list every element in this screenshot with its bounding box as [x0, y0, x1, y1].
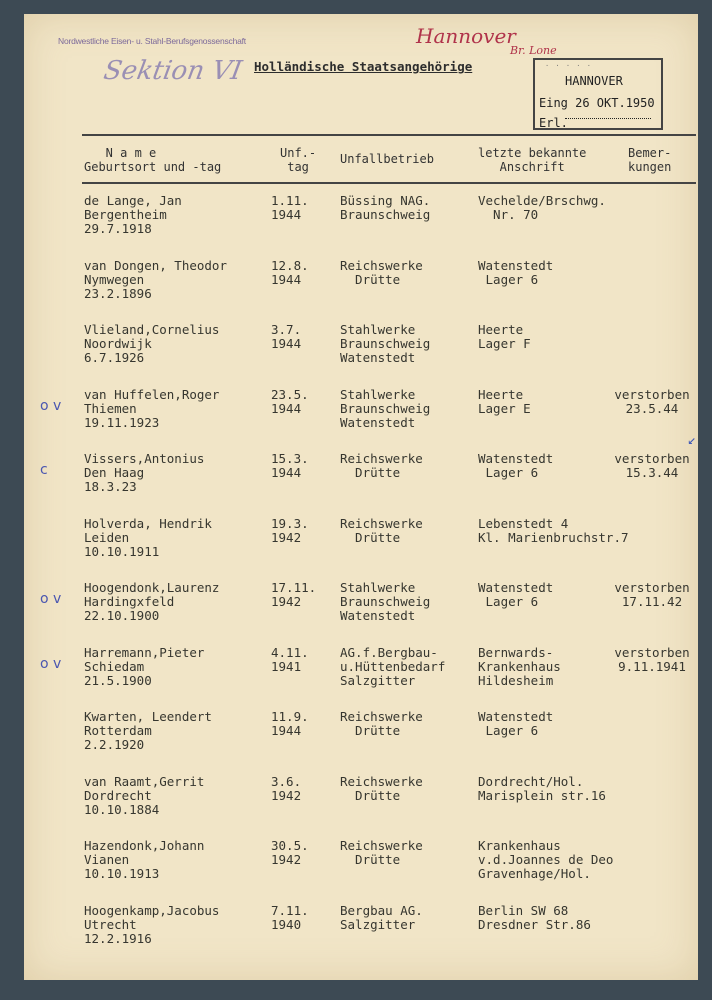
- row-address: Watenstedt Lager 6: [478, 257, 554, 287]
- row-accident-date: 7.11. 1940: [271, 902, 309, 932]
- handwritten-section-note: Sektion VI: [101, 56, 245, 86]
- table-row: [24, 452, 698, 512]
- row-address: Bernwards- Krankenhaus Hildesheim: [478, 644, 561, 688]
- row-accident-date: 15.3. 1944: [271, 451, 309, 480]
- row-name: Kwarten, Leendert Rotterdam 2.2.1920: [84, 709, 212, 752]
- row-remark: verstorben 23.5.44: [614, 387, 690, 416]
- row-company: Bergbau AG. Salzgitter: [340, 902, 423, 932]
- row-margin-mark: c: [40, 462, 48, 478]
- row-company: Reichswerke Drütte: [340, 515, 423, 545]
- stamp-date: Eing 26 OKT.1950: [539, 96, 655, 110]
- row-accident-date: 17.11. 1942: [271, 580, 317, 609]
- header-remarks: Bemer- kungen: [628, 146, 672, 174]
- row-company: Stahlwerke Braunschweig Watenstedt: [340, 386, 431, 430]
- row-company: AG.f.Bergbau- u.Hüttenbedarf Salzgitter: [340, 644, 446, 688]
- row-company: Reichswerke Drütte: [340, 838, 423, 867]
- row-company: Reichswerke Drütte: [340, 709, 423, 738]
- row-address: Dordrecht/Hol. Marisplein str.16: [478, 773, 606, 803]
- handwritten-city-note: Hannover: [416, 24, 516, 48]
- row-accident-date: 23.5. 1944: [271, 386, 309, 416]
- table-row: [24, 323, 698, 383]
- table-row: [24, 388, 698, 448]
- table-row: [24, 646, 698, 706]
- row-remark: verstorben 15.3.44: [614, 452, 690, 480]
- row-name: van Raamt,Gerrit Dordrecht 10.10.1884: [84, 773, 205, 817]
- row-margin-mark: o v: [40, 397, 62, 414]
- row-name: van Dongen, Theodor Nymwegen 23.2.1896: [84, 257, 227, 301]
- row-company: Stahlwerke Braunschweig Watenstedt: [340, 322, 431, 365]
- edge-ink-mark: ↙: [687, 432, 696, 448]
- table-row: [24, 904, 698, 964]
- row-address: Krankenhaus v.d.Joannes de Deo Gravenhage/Hol.: [478, 838, 614, 881]
- header-address: letzte bekannte Anschrift: [478, 146, 587, 174]
- table-header-rule: [82, 182, 696, 184]
- row-remark: verstorben 17.11.42: [614, 581, 690, 609]
- stamp-city: HANNOVER: [565, 74, 623, 88]
- table-row: [24, 581, 698, 641]
- row-accident-date: 3.7. 1944: [271, 322, 302, 351]
- row-company: Reichswerke Drütte: [340, 257, 423, 287]
- row-address: Heerte Lager F: [478, 322, 531, 351]
- row-address: Heerte Lager E: [478, 386, 531, 416]
- row-accident-date: 19.3. 1942: [271, 515, 309, 545]
- table-row: [24, 194, 698, 254]
- row-name: Holverda, Hendrik Leiden 10.10.1911: [84, 515, 212, 559]
- row-address: Vechelde/Brschwg. Nr. 70: [478, 193, 606, 222]
- row-margin-mark: o v: [40, 655, 62, 672]
- document-title: Holländische Staatsangehörige: [254, 59, 473, 74]
- row-address: Berlin SW 68 Dresdner Str.86: [478, 902, 591, 932]
- row-name: Hoogendonk,Laurenz Hardingxfeld 22.10.1900: [84, 580, 220, 623]
- row-name: Hoogenkamp,Jacobus Utrecht 12.2.1916: [84, 902, 220, 946]
- row-accident-date: 3.6. 1942: [271, 773, 302, 803]
- table-top-rule: [82, 134, 696, 136]
- row-name: Harremann,Pieter Schiedam 21.5.1900: [84, 644, 205, 688]
- row-name: de Lange, Jan Bergentheim 29.7.1918: [84, 193, 182, 236]
- row-name: Vlieland,Cornelius Noordwijk 6.7.1926: [84, 322, 220, 365]
- row-company: Reichswerke Drütte: [340, 451, 423, 480]
- row-company: Stahlwerke Braunschweig Watenstedt: [340, 580, 431, 623]
- table-row: [24, 517, 698, 577]
- header-name: N a m e Geburtsort und -tag: [84, 146, 222, 174]
- header-firm: Unfallbetrieb: [340, 152, 434, 166]
- row-address: Watenstedt Lager 6: [478, 580, 554, 609]
- row-accident-date: 11.9. 1944: [271, 709, 309, 738]
- table-row: [24, 839, 698, 899]
- table-row: [24, 775, 698, 835]
- row-accident-date: 30.5. 1942: [271, 838, 309, 867]
- row-remark: verstorben 9.11.1941: [614, 645, 690, 674]
- document-page: [24, 14, 698, 980]
- handwritten-initials-note: Br. Lone: [510, 44, 557, 57]
- stamp-erl: Erl.: [539, 116, 568, 130]
- row-address: Watenstedt Lager 6: [478, 451, 554, 480]
- row-margin-mark: o v: [40, 591, 62, 607]
- row-address: Lebenstedt 4 Kl. Marienbruchstr.7: [478, 515, 629, 545]
- row-accident-date: 4.11. 1941: [271, 644, 309, 674]
- table-row: [24, 259, 698, 319]
- letterhead: Nordwestliche Eisen- u. Stahl-Berufsgenossenschaft: [58, 36, 246, 46]
- table-row: [24, 710, 698, 770]
- header-date: Unf.- tag: [280, 146, 317, 174]
- row-name: van Huffelen,Roger Thiemen 19.11.1923: [84, 386, 220, 430]
- row-address: Watenstedt Lager 6: [478, 709, 554, 738]
- row-company: Büssing NAG. Braunschweig: [340, 193, 431, 222]
- row-accident-date: 12.8. 1944: [271, 257, 309, 287]
- stamp-dotted-line: [565, 118, 651, 119]
- row-company: Reichswerke Drütte: [340, 773, 423, 803]
- stamp-line-1: · · · · ·: [545, 62, 592, 70]
- row-name: Vissers,Antonius Den Haag 18.3.23: [84, 451, 205, 494]
- row-name: Hazendonk,Johann Vianen 10.10.1913: [84, 838, 205, 881]
- row-accident-date: 1.11. 1944: [271, 193, 309, 222]
- received-stamp: [533, 58, 663, 130]
